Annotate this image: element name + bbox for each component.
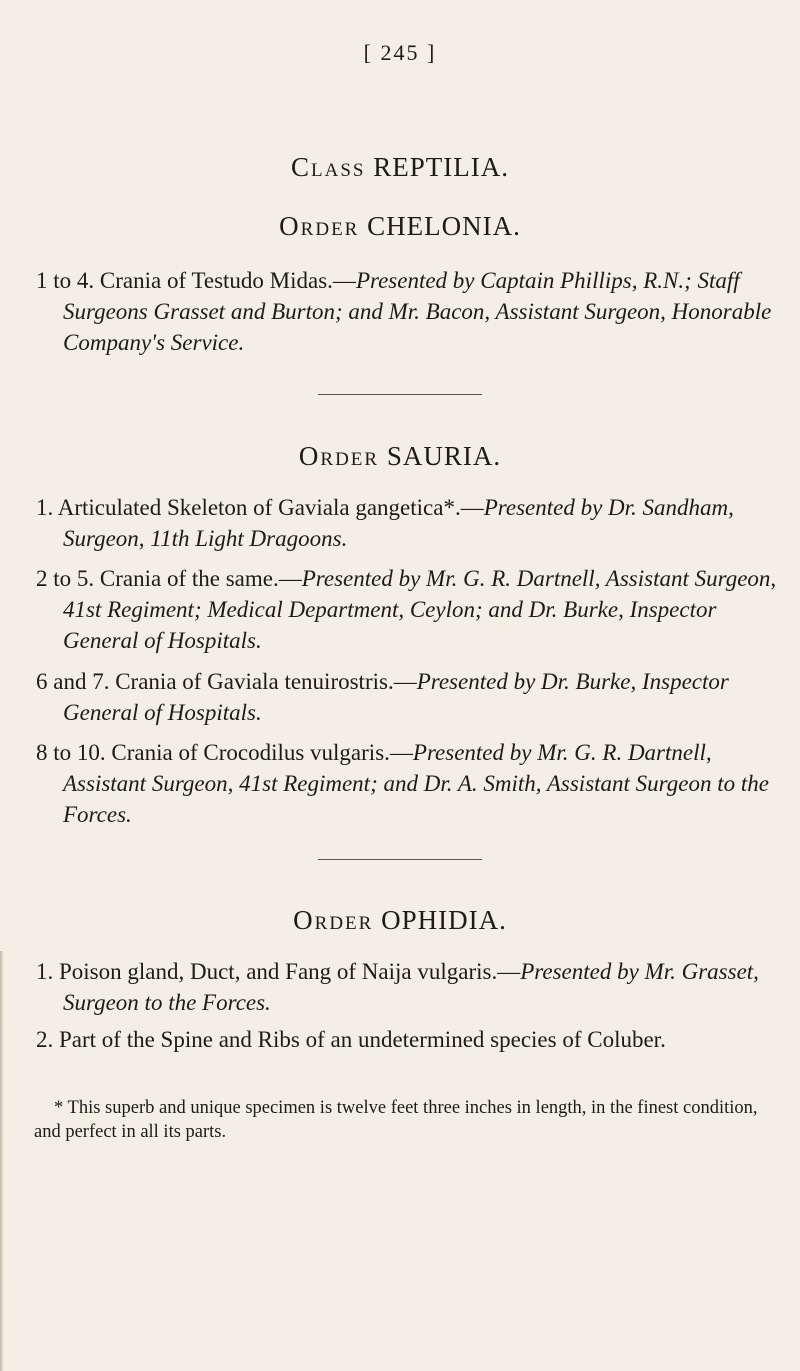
- entry-specimen: Crania of Crocodilus vulgaris.—: [111, 740, 413, 765]
- order-name: CHELONIA.: [367, 211, 521, 241]
- page-number: [ 245 ]: [363, 40, 437, 65]
- entry-specimen: Crania of Testudo Midas.—: [99, 268, 356, 293]
- entry-sauria-3: [36, 666, 787, 728]
- entry-sauria-1: [36, 492, 787, 554]
- entry-sauria-2: [36, 563, 787, 656]
- entry-sauria-4: [36, 737, 787, 830]
- entry-donor: Presented by Mr. G. R. Dartnell, Assistant Surgeon, 41st Regiment; and Dr. A. Smith, Assistant Surgeon to the Forces.: [63, 740, 769, 827]
- entry-chelonia-1: [36, 265, 787, 358]
- entry-donor: Presented by Mr. Grasset, Surgeon to the Forces.: [63, 959, 759, 1015]
- entry-specimen: Crania of Gaviala tenuirostris.—: [115, 669, 417, 694]
- entry-ophidia-2: [36, 1024, 787, 1055]
- order-name: SAURIA.: [386, 441, 502, 471]
- order-heading-chelonia: [0, 211, 800, 242]
- entry-ophidia-1: [36, 956, 787, 1018]
- entry-number: 8 to 10.: [36, 740, 106, 765]
- entry-number: 1 to 4.: [36, 268, 95, 293]
- footnote: * This superb and unique specimen is twelve feet three inches in length, in the finest condition, and perfect in all its parts.: [34, 1098, 758, 1142]
- class-name: REPTILIA.: [373, 152, 509, 182]
- entry-number: 1.: [36, 959, 54, 984]
- order-heading-ophidia: [0, 905, 800, 936]
- entry-donor: Presented by Dr. Sandham, Surgeon, 11th Light Dragoons.: [63, 495, 734, 551]
- entry-donor: Presented by Captain Phillips, R.N.; Staff Surgeons Grasset and Burton; and Mr. Bacon, Assistant Surgeon, Honorable Company's Service.: [63, 268, 772, 355]
- order-label: Order: [298, 441, 380, 471]
- entry-donor: Presented by Dr. Burke, Inspector General of Hospitals.: [63, 669, 729, 725]
- class-heading: [0, 152, 800, 183]
- entry-number: 2 to 5.: [36, 566, 95, 591]
- entry-specimen: Part of the Spine and Ribs of an undetermined species of Coluber.: [59, 1027, 666, 1052]
- order-name: OPHIDIA.: [381, 905, 507, 935]
- class-label: Class: [291, 152, 366, 182]
- section-divider: [318, 859, 482, 860]
- entry-number: 6 and 7.: [36, 669, 110, 694]
- order-heading-sauria: [0, 441, 800, 472]
- entry-donor: Presented by Mr. G. R. Dartnell, Assistant Surgeon, 41st Regiment; Medical Department, Ceylon; and Dr. Burke, Inspector General of Hospitals.: [63, 566, 777, 653]
- section-divider: [318, 394, 482, 395]
- entry-specimen: Articulated Skeleton of Gaviala gangetica*.—: [57, 495, 484, 520]
- entry-number: 2.: [36, 1027, 54, 1052]
- page-edge-shadow: [0, 951, 4, 1371]
- entry-number: 1.: [36, 495, 54, 520]
- order-label: Order: [293, 905, 374, 935]
- order-label: Order: [279, 211, 360, 241]
- entry-specimen: Poison gland, Duct, and Fang of Naija vulgaris.—: [59, 959, 521, 984]
- entry-specimen: Crania of the same.—: [99, 566, 302, 591]
